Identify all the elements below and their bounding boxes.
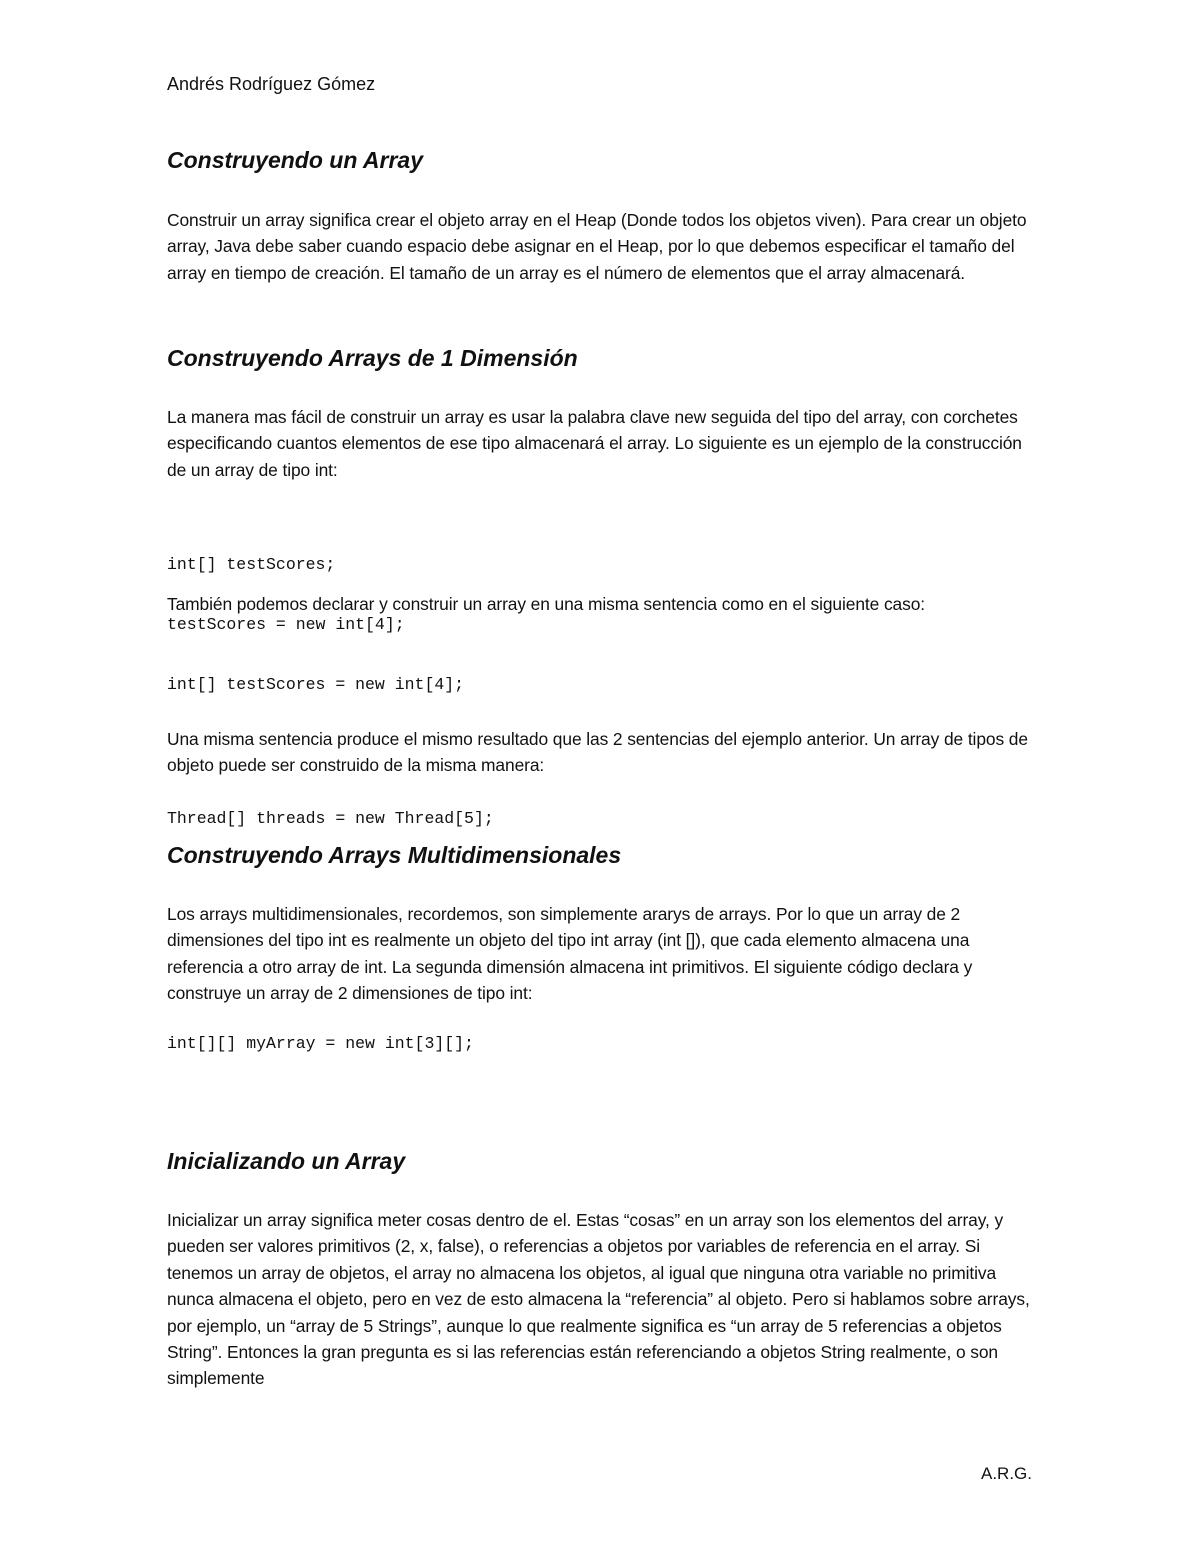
paragraph-inicializar-array: Inicializar un array significa meter cosas dentro de el. Estas “cosas” en un array son los elementos del array, y pueden ser valores primitivos (2, x, false), o referencias a objetos por variables de referencia en el array. Si tenemos un array de objetos, el array no almacena los objetos, al igual que ninguna otra variable no primitiva nunca almacena el objeto, pero en vez de esto almacena la “referencia” al objeto. Pero si hablamos sobre arrays, por ejemplo, un “array de 5 Strings”, aunque lo que realmente significa es “un array de 5 referencias a objetos String”. Entonces la gran pregunta es si las referencias están referenciando a objetos String realmente, o son simplemente [167,1210,1030,1389]
paragraph-misma-sentencia: Una misma sentencia produce el mismo resultado que las 2 sentencias del ejemplo anterior. Un array de tipos de objeto puede ser construido de la misma manera: [167,729,1028,776]
code-snippet-single-statement: int[] testScores = new int[4]; [167,675,465,694]
heading-arrays-multidimensionales: Construyendo Arrays Multidimensionales [167,842,622,868]
code-line: int[] testScores; [167,555,336,574]
heading-inicializando-array: Inicializando un Array [167,1148,406,1174]
paragraph-manera-construir: La manera mas fácil de construir un array es usar la palabra clave new seguida del tipo del array, con corchetes especificando cuantos elementos de ese tipo almacenará el array. Lo siguiente es un ejemplo de la construcción de un array de tipo int: [167,407,1022,480]
heading-arrays-1-dimension: Construyendo Arrays de 1 Dimensión [167,345,578,371]
page-footer-initials: A.R.G. [980,1464,1032,1483]
paragraph-arrays-multidimensionales: Los arrays multidimensionales, recordemos, son simplemente ararys de arrays. Por lo que un array de 2 dimensiones del tipo int es realmente un objeto del tipo int array (int []), que cada elemento almacena una referencia a otro array de int. La segunda dimensión almacena int primitivos. El siguiente código declara y construye un array de 2 dimensiones de tipo int: [167,904,973,1004]
paragraph-construir-array: Construir un array significa crear el objeto array en el Heap (Donde todos los objetos viven). Para crear un objeto array, Java debe saber cuando espacio debe asignar en el Heap, por lo que debemos especificar el tamaño del array en tiempo de creación. El tamaño de un array es el número de elementos que el array almacenará. [167,210,1027,283]
paragraph-declarar-construir: También podemos declarar y construir un array en una misma sentencia como en el siguiente caso: [167,594,926,614]
code-snippet-thread-array: Thread[] threads = new Thread[5]; [167,809,494,828]
code-line: testScores = new int[4]; [167,615,405,634]
code-snippet-multidimensional: int[][] myArray = new int[3][]; [167,1034,474,1053]
heading-construyendo-array: Construyendo un Array [167,147,424,173]
page-header-author: Andrés Rodríguez Gómez [167,74,376,94]
